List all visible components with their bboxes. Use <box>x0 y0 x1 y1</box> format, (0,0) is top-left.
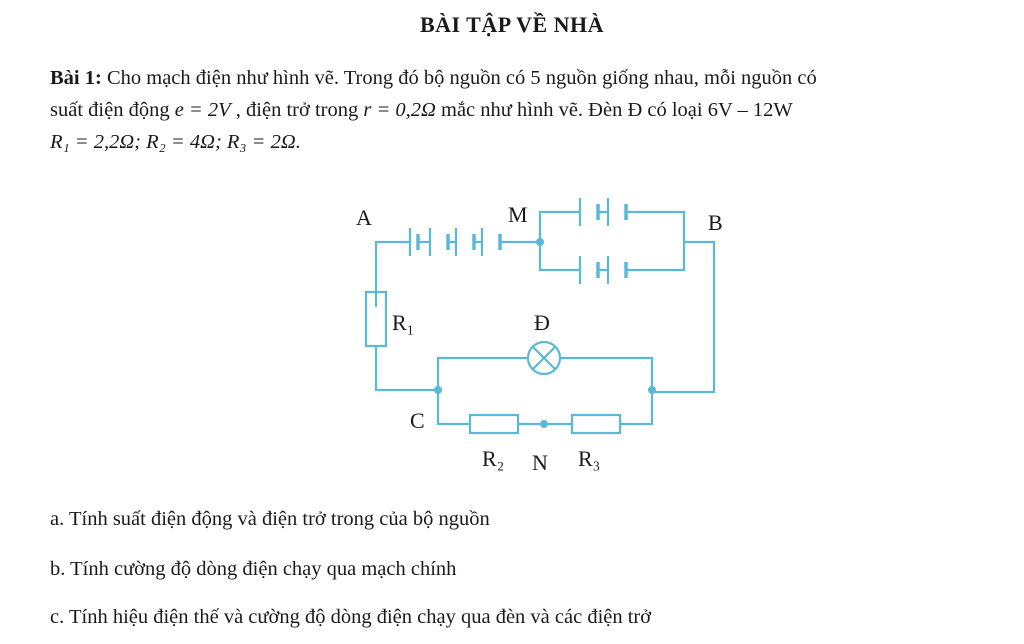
label-c: C <box>410 408 425 433</box>
page-title: BÀI TẬP VỀ NHÀ <box>419 12 605 37</box>
question-c: c. Tính hiệu điện thế và cường độ dòng điện chạy qua đèn và các điện trở <box>50 606 652 628</box>
problem-label: Bài 1: <box>50 67 102 89</box>
wire-left-bottom <box>376 346 438 390</box>
problem-text-2c: mắc như hình vẽ. Đèn Đ có loại 6V – 12W <box>435 99 793 121</box>
question-a: a. Tính suất điện động và điện trở trong của bộ nguồn <box>50 508 490 530</box>
question-b: b. Tính cường độ dòng điện chạy qua mạch chính <box>50 558 457 580</box>
label-n: N <box>532 450 548 475</box>
internal-resistance-value: r = 0,2Ω <box>363 99 436 121</box>
lamp-cross <box>533 347 555 369</box>
label-d: Đ <box>534 310 550 335</box>
problem-text-2b: , điện trở trong <box>230 99 364 121</box>
emf-value: e = 2V <box>174 99 231 121</box>
label-r2: R₂ <box>482 446 505 471</box>
resistor-r3 <box>572 415 620 433</box>
junction-right <box>648 386 656 394</box>
label-r3: R₃ <box>578 446 601 471</box>
label-b: B <box>708 210 723 235</box>
label-r1: R₁ <box>392 310 415 335</box>
problem-text-1: Cho mạch điện như hình vẽ. Trong đó bộ nguồn có 5 nguồn giống nhau, mỗi nguồn có <box>101 67 817 89</box>
junction-n <box>540 420 548 428</box>
problem-text-2a: suất điện động <box>50 99 175 121</box>
resistor-values: R₁ = 2,2Ω; R₂ = 4Ω; R₃ = 2Ω. <box>50 131 301 153</box>
wire-lower-branch <box>540 242 684 270</box>
wire-upper-branch <box>540 212 684 242</box>
junction-m <box>536 238 544 246</box>
wire-left-top <box>376 242 410 307</box>
resistor-r2 <box>470 415 518 433</box>
junction-c <box>434 386 442 394</box>
label-a: A <box>356 205 372 230</box>
label-m: M <box>508 202 528 227</box>
